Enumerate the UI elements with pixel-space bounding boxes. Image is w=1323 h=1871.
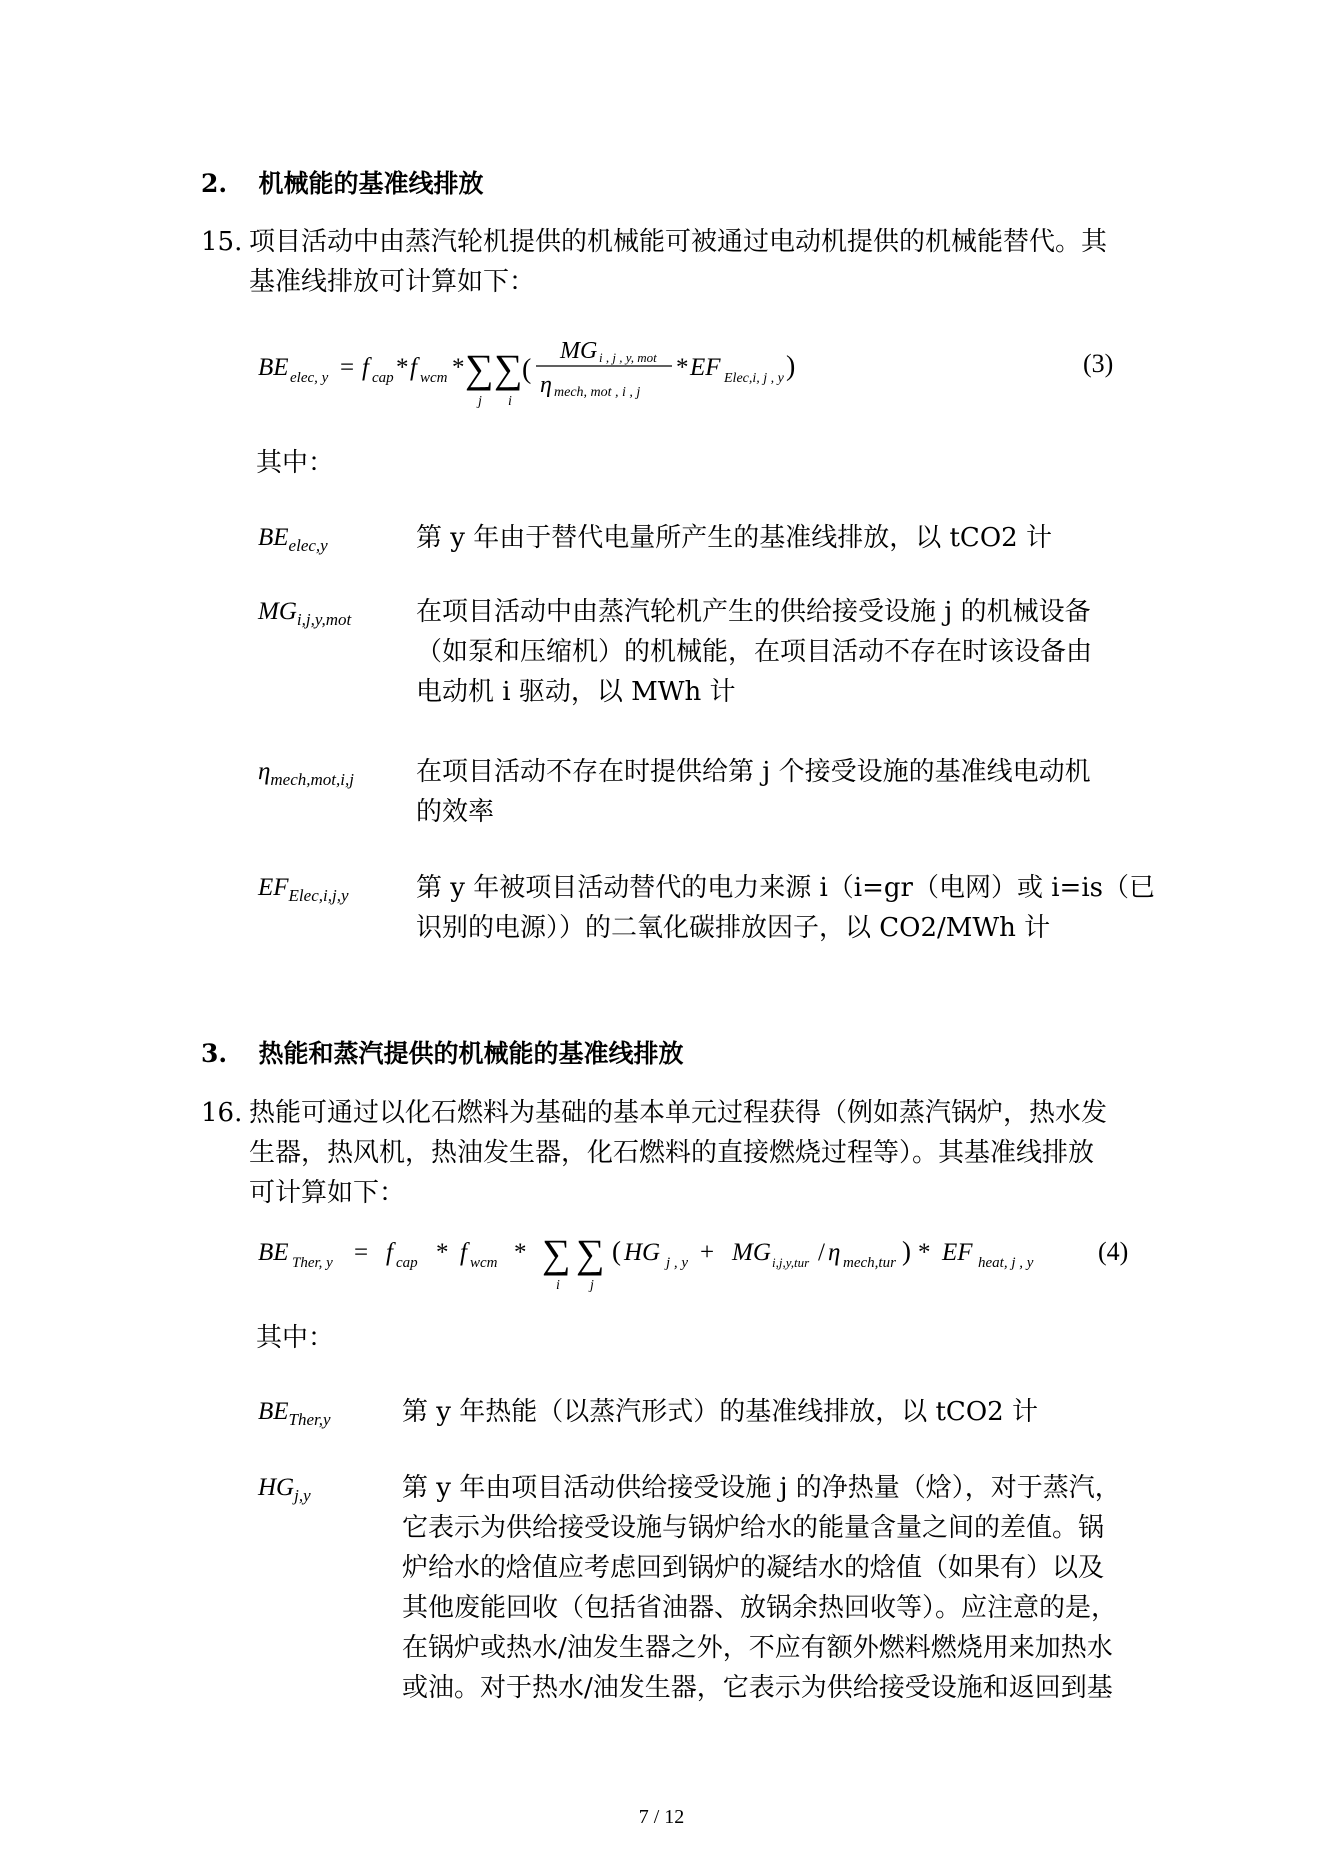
svg-text:η: η	[828, 1239, 841, 1266]
symbol-eta-mech-mot: $\eta_{mech,mot,i,j}$	[258, 758, 354, 789]
definition-be-elec	[416, 518, 1052, 558]
paragraph-15-line1: 项目活动中由蒸汽轮机提供的机械能可被通过电动机提供的机械能替代。其	[249, 227, 1108, 257]
paragraph-16-line1: 热能可通过以化石燃料为基础的基本单元过程获得（例如蒸汽锅炉，热水发	[249, 1098, 1108, 1128]
equation-3-number: (3)	[1083, 349, 1114, 378]
svg-text:∑: ∑	[576, 1231, 605, 1276]
definition-eta-line: 的效率	[416, 797, 495, 827]
definition-mg-mot-line: 在项目活动中由蒸汽轮机产生的供给接受设施 j 的机械设备	[416, 597, 1091, 627]
svg-text:/: /	[818, 1239, 825, 1266]
equation-4-number: (4)	[1098, 1237, 1129, 1266]
definition-hg-line: 炉给水的焓值应考虑回到锅炉的凝结水的焓值（如果有）以及	[402, 1553, 1105, 1583]
svg-text:(: (	[522, 354, 532, 385]
definition-mg-mot	[416, 592, 1092, 712]
svg-text:i,j,y,tur: i,j,y,tur	[772, 1255, 810, 1270]
svg-text:mech, mot , i , j: mech, mot , i , j	[554, 385, 641, 400]
symbol-be-elec: $BE_{elec,y}$	[258, 524, 328, 555]
svg-text:*: *	[436, 1239, 449, 1266]
paragraph-16-number: 16.	[201, 1098, 243, 1128]
equation-4	[258, 1225, 1058, 1295]
definition-be-elec-line: 第 y 年由于替代电量所产生的基准线排放，以 tCO2 计	[416, 523, 1052, 553]
svg-text:i , j , y, mot: i , j , y, mot	[599, 350, 657, 365]
svg-text:+: +	[700, 1239, 715, 1266]
definition-be-ther	[402, 1392, 1038, 1432]
svg-text:mech,tur: mech,tur	[843, 1255, 896, 1271]
svg-text:EF: EF	[690, 354, 721, 381]
svg-text:*: *	[676, 354, 689, 381]
symbol-ef-elec: $EF_{Elec,i,j,y}$	[258, 874, 349, 905]
svg-text:f: f	[410, 354, 417, 381]
svg-text:elec, y: elec, y	[290, 370, 329, 386]
section-3-number: 3.	[201, 1039, 228, 1068]
definition-ef-line: 第 y 年被项目活动替代的电力来源 i（i=gr（电网）或 i=is（已	[416, 873, 1155, 903]
svg-text:*: *	[514, 1239, 527, 1266]
where-label-3: 其中：	[256, 1323, 335, 1353]
svg-text:MG: MG	[732, 1239, 771, 1266]
svg-text:MG: MG	[560, 338, 598, 364]
svg-text:f: f	[460, 1239, 467, 1266]
svg-text:*: *	[396, 354, 409, 381]
paragraph-16-line2: 生器，热风机，热油发生器，化石燃料的直接燃烧过程等）。其基准线排放	[249, 1138, 1095, 1168]
svg-text:cap: cap	[372, 370, 394, 386]
svg-text:): )	[786, 351, 796, 382]
paragraph-15-line2: 基准线排放可计算如下：	[249, 267, 536, 297]
svg-text:heat, j , y: heat, j , y	[978, 1255, 1034, 1271]
section-3-title: 热能和蒸汽提供的机械能的基准线排放	[258, 1039, 684, 1068]
definition-ef-line: 识别的电源））的二氧化碳排放因子，以 CO2/MWh 计	[416, 913, 1051, 943]
definition-hg-line: 或油。对于热水/油发生器，它表示为供给接受设施和返回到基	[402, 1673, 1113, 1703]
svg-text:j: j	[478, 394, 482, 409]
svg-text:*: *	[918, 1239, 931, 1266]
definition-hg-line: 在锅炉或热水/油发生器之外，不应有额外燃料燃烧用来加热水	[402, 1633, 1113, 1663]
symbol-be-ther: $BE_{Ther,y}$	[258, 1398, 331, 1429]
svg-text:∑: ∑	[465, 346, 494, 391]
equation-3	[258, 330, 1058, 410]
svg-text:∑: ∑	[494, 346, 523, 391]
equation-4-graphic	[258, 1225, 1058, 1295]
paragraph-15-number: 15.	[201, 227, 243, 257]
svg-text:BE: BE	[258, 1239, 289, 1266]
section-3-heading	[201, 1038, 684, 1070]
svg-text:Ther, y: Ther, y	[292, 1255, 333, 1271]
definition-hg-line: 它表示为供给接受设施与锅炉给水的能量含量之间的差值。锅	[402, 1513, 1105, 1543]
svg-text:EF: EF	[942, 1239, 973, 1266]
page-number: 7 / 12	[638, 1806, 685, 1828]
symbol-hg: $HG_{j,y}$	[258, 1474, 311, 1505]
svg-text:η: η	[540, 372, 552, 398]
definition-be-ther-line: 第 y 年热能（以蒸汽形式）的基准线排放，以 tCO2 计	[402, 1397, 1038, 1427]
svg-text:BE: BE	[258, 354, 289, 381]
svg-text:cap: cap	[396, 1255, 418, 1271]
svg-text:): )	[902, 1236, 911, 1266]
svg-text:*: *	[452, 354, 465, 381]
definition-ef-elec	[416, 868, 1155, 948]
svg-text:i: i	[508, 394, 512, 409]
svg-text:j: j	[590, 1278, 594, 1293]
definition-mg-mot-line: （如泵和压缩机）的机械能，在项目活动不存在时该设备由	[416, 637, 1093, 667]
definition-eta-mech-mot	[416, 752, 1091, 832]
svg-text:f: f	[386, 1239, 393, 1266]
svg-text:∑: ∑	[542, 1231, 571, 1276]
svg-text:=: =	[354, 1239, 369, 1266]
section-2-title: 机械能的基准线排放	[258, 169, 484, 198]
svg-text:=: =	[340, 354, 355, 381]
svg-text:Elec,i, j , y: Elec,i, j , y	[724, 371, 784, 386]
definition-hg-line: 其他废能回收（包括省油器、放锅余热回收等）。应注意的是，	[402, 1593, 1118, 1623]
symbol-mg-mot: $MG_{i,j,y,mot}$	[258, 598, 352, 629]
svg-text:(: (	[612, 1236, 621, 1266]
definition-hg-line: 第 y 年由项目活动供给接受设施 j 的净热量（焓），对于蒸汽，	[402, 1473, 1121, 1503]
svg-text:f: f	[362, 354, 369, 381]
definition-mg-mot-line: 电动机 i 驱动，以 MWh 计	[416, 677, 736, 707]
svg-text:wcm: wcm	[470, 1255, 498, 1271]
section-2-number: 2.	[201, 169, 228, 198]
svg-text:HG: HG	[624, 1239, 661, 1266]
definition-hg	[402, 1468, 1121, 1708]
svg-text:j , y: j , y	[666, 1255, 689, 1271]
svg-text:i: i	[556, 1278, 560, 1293]
paragraph-16-line3: 可计算如下：	[249, 1178, 406, 1208]
definition-eta-line: 在项目活动不存在时提供给第 j 个接受设施的基准线电动机	[416, 757, 1091, 787]
where-label-2: 其中：	[256, 448, 335, 478]
svg-text:wcm: wcm	[420, 370, 448, 386]
section-2-heading	[201, 168, 484, 200]
equation-3-graphic	[258, 330, 1058, 410]
